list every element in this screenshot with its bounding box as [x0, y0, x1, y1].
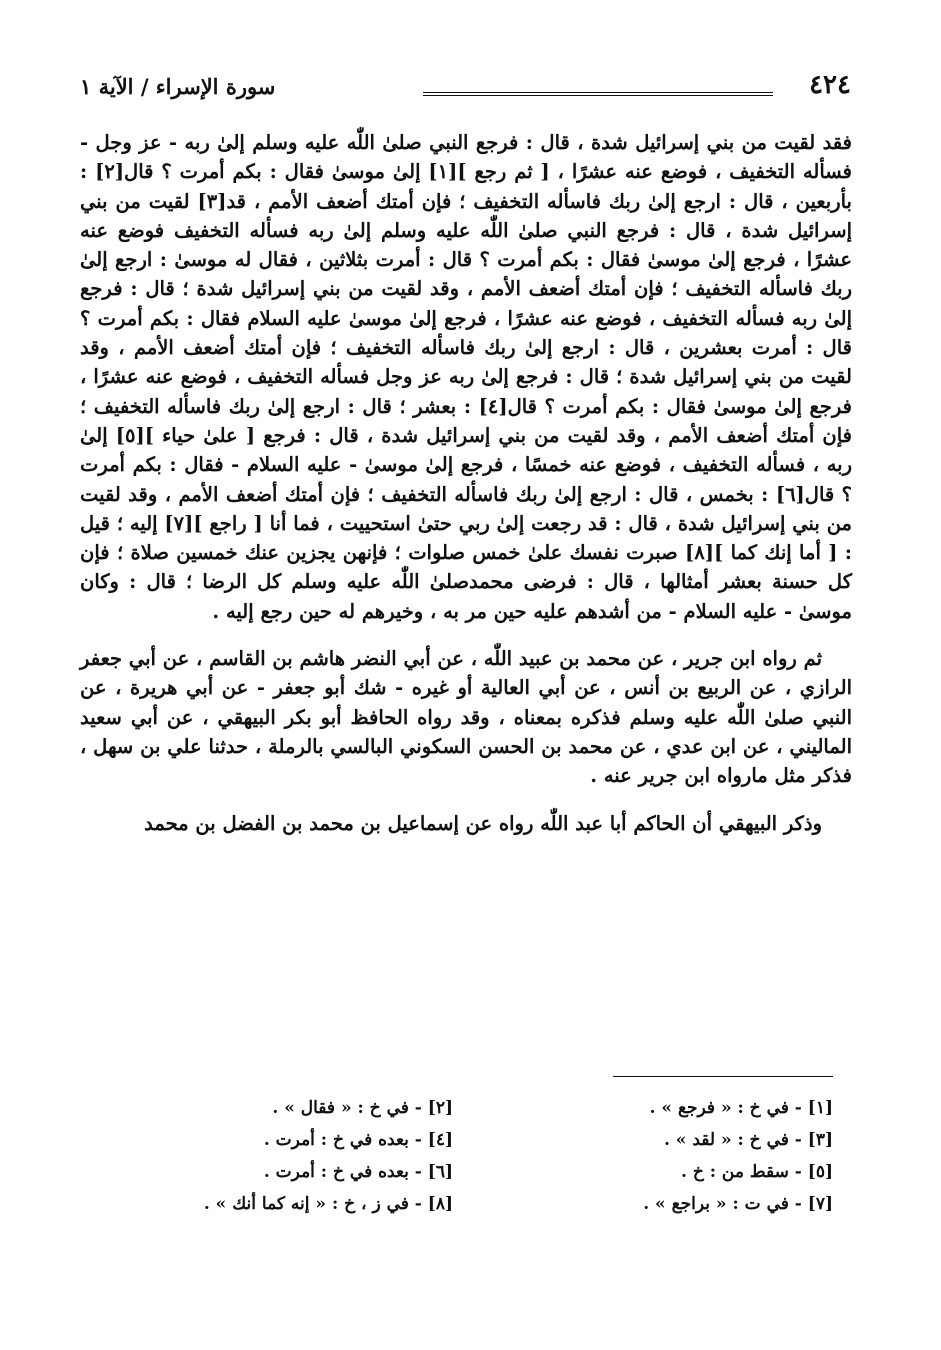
running-title: سورة الإسراء / الآية ١	[80, 74, 276, 99]
main-text	[80, 128, 852, 856]
footnote-6: [٦] - بعده في خ : أمرت .	[263, 1162, 453, 1182]
footnote-8: [٨] - في ز ، خ : « إنه كما أنك » .	[203, 1194, 453, 1214]
footnote-4: [٤] - بعده في خ : أمرت .	[263, 1130, 453, 1150]
footnote-5: [٥] - سقط من : خ .	[681, 1162, 833, 1182]
footnote-2: [٢] - في خ : « فقال » .	[272, 1098, 453, 1118]
footnote-3: [٣] - في خ : « لقد » .	[663, 1130, 833, 1150]
paragraph-2: ثم رواه ابن جرير ، عن محمد بن عبيد اللّٰه ، عن أبي النضر هاشم بن القاسم ، عن أبي جعفر الرازي ، عن الربيع بن أنس ، عن أبي العالية أو غيره - شك أبو جعفر - عن أبي هريرة ، عن النبي صلىٰ اللّٰه عليه وسلم فذكره بمعناه ، وقد رواه الحافظ أبو بكر البيهقي ، عن أبي سعيد الماليني ، عن ابن عدي ، عن محمد بن الحسن السكوني البالسي بالرملة ، حدثنا علي بن سهل ، فذكر مثل مارواه ابن جرير عنه .	[80, 647, 852, 788]
footnote-separator	[613, 1076, 833, 1077]
footnote-7: [٧] - في ت : « براجع » .	[643, 1194, 833, 1214]
paragraph-1: فقد لقيت من بني إسرائيل شدة ، قال : فرجع النبي صلىٰ اللّٰه عليه وسلم إلىٰ ربه - عز وجل - فسأله التخفيف ، فوضع عنه عشرًا ، [ ثم رجع ][١] إلىٰ موسىٰ فقال : بكم أمرت ؟ قال[٢] : بأربعين ، قال : ارجع إلىٰ ربك فاسأله التخفيف ؛ فإن أمتك أضعف الأمم ، قد[٣] لقيت من بني إسرائيل شدة ، قال : فرجع النبي صلىٰ اللّٰه عليه وسلم إلىٰ ربه فسأله التخفيف فوضع عنه عشرًا ، فرجع إلىٰ موسىٰ فقال : بكم أمرت ؟ قال : أمرت بثلاثين ، فقال له موسىٰ : ارجع إلىٰ ربك فاسأله التخفيف ؛ فإن أمتك أضعف الأمم ، وقد لقيت من بني إسرائيل شدة ؛ قال : فرجع إلىٰ ربه فسأله التخفيف ، فوضع عنه عشرًا ، فرجع إلىٰ موسىٰ عليه السلام فقال : بكم أمرت ؟ قال : أمرت بعشرين ، قال : ارجع إلىٰ ربك فاسأله التخفيف ؛ فإن أمتك أضعف الأمم ، وقد لقيت من بني إسرائيل شدة ؛ قال : فرجع إلىٰ ربه عز وجل فسأله التخفيف ، فوضع عنه عشرًا ، فرجع إلىٰ موسىٰ فقال : بكم أمرت ؟ قال[٤] : بعشر ؛ قال : ارجع إلىٰ ربك فاسأله التخفيف ؛ فإن أمتك أضعف الأمم ، وقد لقيت من بني إسرائيل شدة ، قال : فرجع [ علىٰ حياء ][٥] إلىٰ ربه ، فسأله التخفيف ، فوضع عنه خمسًا ، فرجع إلىٰ موسىٰ - عليه السلام - فقال : بكم أمرت ؟ قال[٦] : بخمس ، قال : ارجع إلىٰ ربك فاسأله التخفيف ؛ فإن أمتك أضعف الأمم ، وقد لقيت من بني إسرائيل شدة ، قال : قد رجعت إلىٰ ربي حتىٰ استحييت ، فما أنا [ راجع ][٧] إليه ؛ قيل : [ أما إنك كما ][٨] صبرت نفسك علىٰ خمس صلوات ؛ فإنهن يجزين عنك خمسين صلاة ؛ فإن كل حسنة بعشر أمثالها ، قال : فرضى محمدصلىٰ اللّٰه عليه وسلم كل الرضا ؛ قال : وكان موسىٰ - عليه السلام - من أشدهم عليه حين مر به ، وخيرهم له حين رجع إليه .	[80, 131, 853, 623]
footnote-1: [١] - في خ : « فرجع » .	[649, 1098, 833, 1118]
page-header	[80, 70, 851, 110]
page-number: ٤٢٤	[809, 70, 851, 100]
paragraph-3: وذكر البيهقي أن الحاكم أبا عبد اللّٰه رواه عن إسماعيل بن محمد بن الفضل بن محمد	[144, 811, 822, 835]
footnotes	[103, 1094, 833, 1218]
header-rule	[423, 92, 773, 96]
